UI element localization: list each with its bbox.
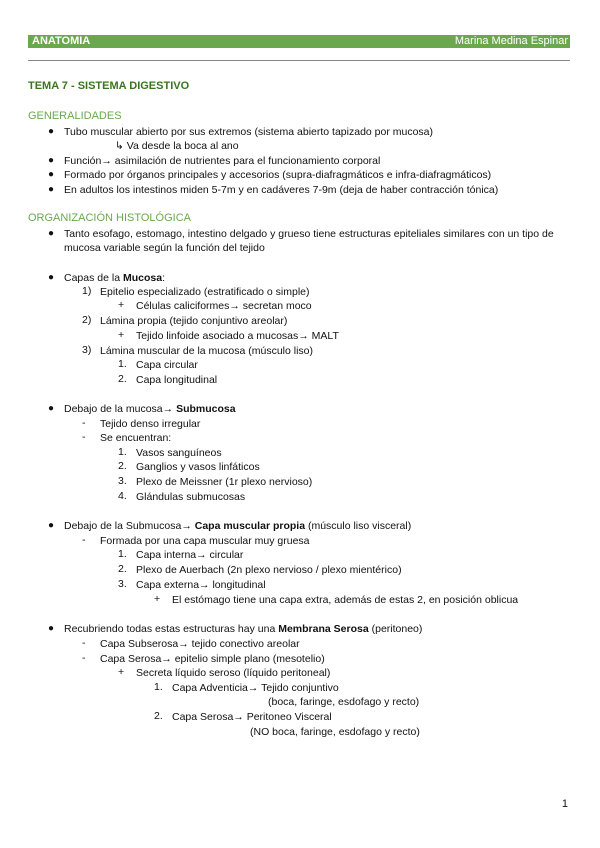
mucosa-note: Tejido linfoide asociado a mucosas→ MALT bbox=[136, 330, 339, 342]
sub-item: Se encuentran: bbox=[100, 432, 172, 444]
header-divider bbox=[28, 60, 570, 61]
submucosa-heading: Debajo de la mucosa→ Submucosa bbox=[64, 403, 236, 415]
list-marker: 1. bbox=[118, 446, 127, 458]
mucosa-heading: Capas de la Mucosa: bbox=[64, 272, 165, 284]
list-marker: 3. bbox=[118, 578, 127, 590]
mucosa-note: Células caliciformes→ secretan moco bbox=[136, 300, 312, 312]
bullet-icon: ● bbox=[48, 228, 55, 239]
list-item: Función→ asimilación de nutrientes para el funcionamiento corporal bbox=[64, 155, 381, 167]
list-marker: 1. bbox=[118, 358, 127, 370]
author-label: Marina Medina Espinar bbox=[454, 35, 568, 47]
sub-item: Tejido denso irregular bbox=[100, 418, 201, 430]
bullet-icon: ● bbox=[48, 520, 55, 531]
plus-icon: + bbox=[154, 593, 161, 605]
bullet-icon: ● bbox=[48, 126, 55, 137]
list-marker: 2. bbox=[118, 373, 127, 385]
bullet-icon: ● bbox=[48, 155, 55, 166]
mucosa-layer: Lámina propia (tejido conjuntivo areolar) bbox=[100, 315, 288, 327]
sub-item: ↳ Va desde la boca al ano bbox=[115, 140, 239, 152]
sub-item: Glándulas submucosas bbox=[136, 491, 246, 503]
sub-item: Plexo de Meissner (1r plexo nervioso) bbox=[136, 476, 313, 488]
sub-item: Ganglios y vasos linfáticos bbox=[136, 461, 260, 473]
bullet-icon: ● bbox=[48, 169, 55, 180]
intro-paragraph: Tanto esofago, estomago, intestino delgado y grueso tiene estructuras epiteliales similares con un tipo de mucosa variable según la función del tejido bbox=[64, 228, 554, 254]
section-generalidades-heading: GENERALIDADES bbox=[28, 110, 122, 122]
serosa-note: Secreta líquido seroso (líquido peritoneal) bbox=[136, 667, 331, 679]
bullet-icon: ● bbox=[48, 184, 55, 195]
sub-item: Plexo de Auerbach (2n plexo nervioso / plexo mientérico) bbox=[136, 564, 402, 576]
list-marker: 2. bbox=[118, 460, 127, 472]
header-bar bbox=[28, 35, 570, 48]
dash-icon: - bbox=[82, 637, 86, 649]
page-number: 1 bbox=[561, 798, 568, 810]
sub-item: Capa Adventicia→ Tejido conjuntivo bbox=[172, 682, 339, 694]
list-item: Formado por órganos principales y accesorios (supra-diafragmáticos e infra-diafragmáticos) bbox=[64, 169, 492, 181]
plus-icon: + bbox=[118, 666, 125, 678]
list-marker: 2. bbox=[154, 710, 163, 722]
sub-item: Vasos sanguíneos bbox=[136, 447, 222, 459]
course-label: ANATOMIA bbox=[32, 35, 91, 47]
list-marker: 1) bbox=[82, 285, 92, 297]
bullet-icon: ● bbox=[48, 272, 55, 283]
mucosa-layer: Lámina muscular de la mucosa (músculo liso) bbox=[100, 345, 313, 357]
list-item: En adultos los intestinos miden 5-7m y en cadáveres 7-9m (deja de haber contracción tónica) bbox=[64, 184, 499, 196]
bullet-icon: ● bbox=[48, 403, 55, 414]
plus-icon: + bbox=[118, 329, 125, 341]
sub-item: Capa circular bbox=[136, 359, 198, 371]
list-marker: 3. bbox=[118, 475, 127, 487]
sub-item: Capa Subserosa→ tejido conectivo areolar bbox=[100, 638, 300, 650]
plus-icon: + bbox=[118, 299, 125, 311]
sub-item: Capa interna→ circular bbox=[136, 549, 244, 561]
list-marker: 4. bbox=[118, 490, 127, 502]
sub-item: Capa externa→ longitudinal bbox=[136, 579, 266, 591]
sub-item: Formada por una capa muscular muy gruesa bbox=[100, 535, 310, 547]
dash-icon: - bbox=[82, 534, 86, 546]
list-marker: 3) bbox=[82, 344, 92, 356]
dash-icon: - bbox=[82, 431, 86, 443]
muscular-heading: Debajo de la Submucosa→ Capa muscular propia (músculo liso visceral) bbox=[64, 520, 412, 532]
serosa-heading: Recubriendo todas estas estructuras hay una Membrana Serosa (peritoneo) bbox=[64, 623, 423, 635]
list-item: Tubo muscular abierto por sus extremos (sistema abierto tapizado por mucosa) bbox=[64, 126, 434, 138]
dash-icon: - bbox=[82, 652, 86, 664]
list-marker: 1. bbox=[154, 681, 163, 693]
sub-item-detail: (boca, faringe, esdofago y recto) bbox=[268, 696, 420, 708]
dash-icon: - bbox=[82, 417, 86, 429]
section-histologia-heading: ORGANIZACIÓN HISTOLÓGICA bbox=[28, 212, 191, 224]
list-marker: 1. bbox=[118, 548, 127, 560]
sub-item: Capa Serosa→ epitelio simple plano (mesotelio) bbox=[100, 653, 325, 665]
page-title: TEMA 7 - SISTEMA DIGESTIVO bbox=[28, 80, 190, 92]
mucosa-layer: Epitelio especializado (estratificado o simple) bbox=[100, 286, 310, 298]
sub-item-detail: (NO boca, faringe, esdofago y recto) bbox=[250, 726, 420, 738]
sub-item: Capa Serosa→ Peritoneo Visceral bbox=[172, 711, 332, 723]
list-marker: 2. bbox=[118, 563, 127, 575]
bullet-icon: ● bbox=[48, 623, 55, 634]
muscular-note: El estómago tiene una capa extra, además de estas 2, en posición oblicua bbox=[172, 594, 519, 606]
list-marker: 2) bbox=[82, 314, 92, 326]
sub-item: Capa longitudinal bbox=[136, 374, 218, 386]
